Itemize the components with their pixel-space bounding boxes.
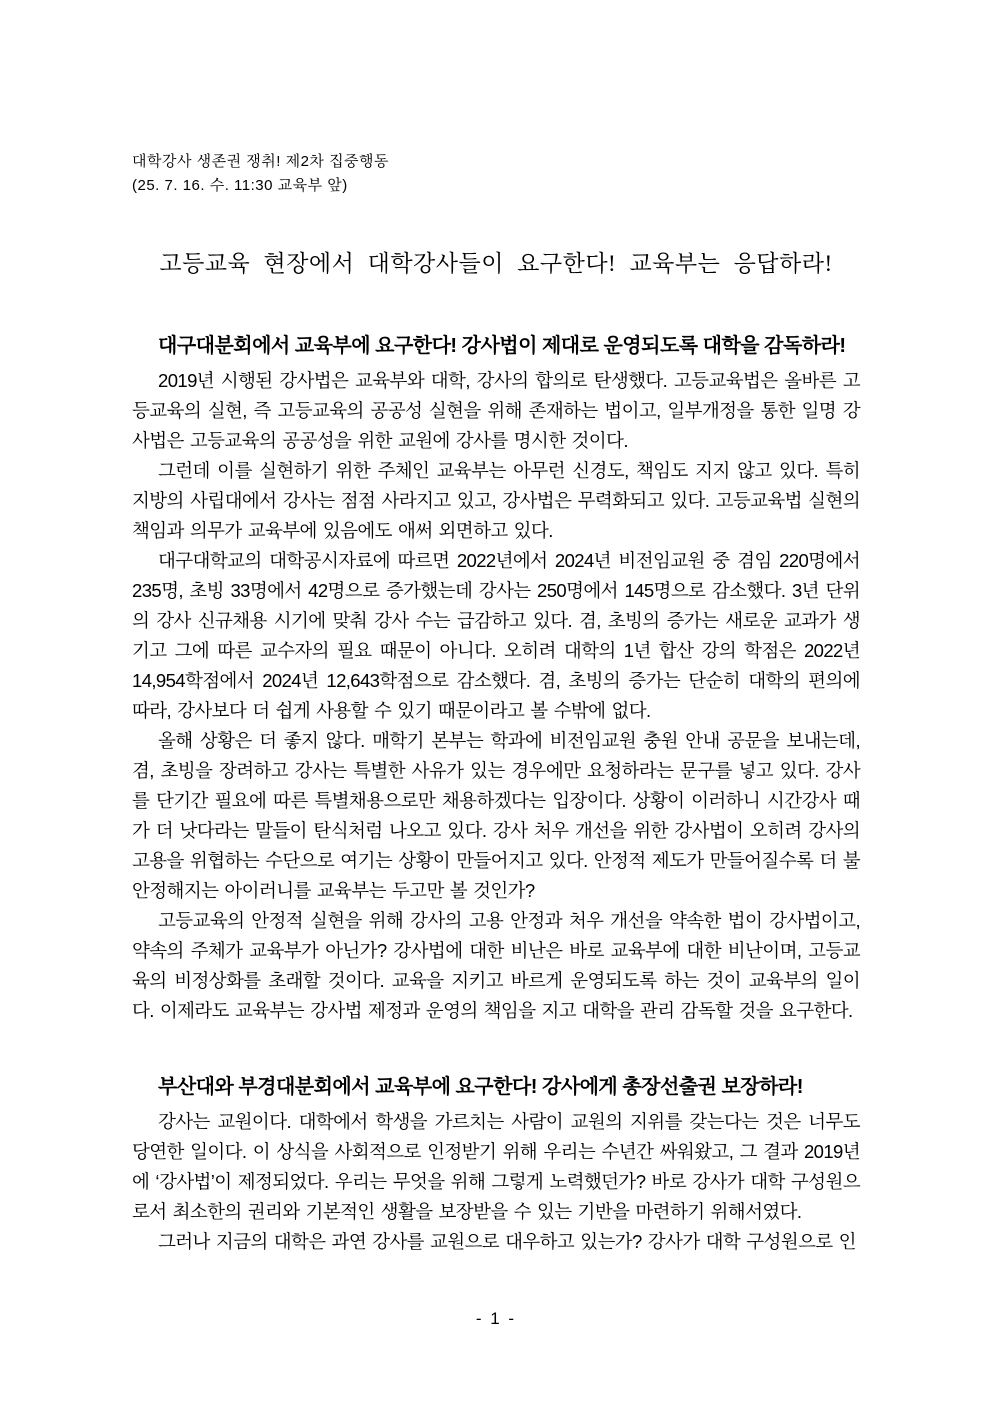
event-title-line: 대학강사 생존권 쟁취! 제2차 집중행동 bbox=[132, 153, 390, 170]
body-paragraph: 올해 상황은 더 좋지 않다. 매학기 본부는 학과에 비전임교원 충원 안내 공문을 보내는데, 겸, 초빙을 장려하고 강사는 특별한 사유가 있는 경우에만 요청하라는 문구를 넣고 있다. 강사를 단기간 필요에 따른 특별채용으로만 채용하겠다는 입장이다. 상황이 이러하니 시간강사 때가 더 낫다라는 말들이 탄식처럼 나오고 있다. 강사 처우 개선을 위한 강사법이 오히려 강사의 고용을 위협하는 수단으로 여기는 상황이 만들어지고 있다. 안정적 제도가 만들어질수록 더 불안정해지는 아이러니를 교육부는 두고만 볼 것인가? bbox=[132, 730, 860, 901]
section-daegu bbox=[132, 331, 860, 1026]
section-busan bbox=[132, 1072, 860, 1257]
body-paragraph: 고등교육의 안정적 실현을 위해 강사의 고용 안정과 처우 개선을 약속한 법이 강사법이고, 약속의 주체가 교육부가 아닌가? 강사법에 대한 비난은 바로 교육부에 대한 비난이며, 고등교육의 비정상화를 초래할 것이다. 교육을 지키고 바르게 운영되도록 하는 것이 교육부의 일이다. 이제라도 교육부는 강사법 제정과 운영의 책임을 지고 대학을 관리 감독할 것을 요구한다. bbox=[132, 910, 860, 1021]
body-paragraph: 강사는 교원이다. 대학에서 학생을 가르치는 사람이 교원의 지위를 갖는다는 것은 너무도 당연한 일이다. 이 상식을 사회적으로 인정받기 위해 우리는 수년간 싸워왔고, 그 결과 2019년에 ‘강사법’이 제정되었다. 우리는 무엇을 위해 그렇게 노력했던가? 바로 강사가 대학 구성원으로서 최소한의 권리와 기본적인 생활을 보장받을 수 있는 기반을 마련하기 위해서였다. bbox=[132, 1111, 860, 1222]
body-paragraph: 2019년 시행된 강사법은 교육부와 대학, 강사의 합의로 탄생했다. 고등교육법은 올바른 고등교육의 실현, 즉 고등교육의 공공성 실현을 위해 존재하는 법이고, 일부개정을 통한 일명 강사법은 고등교육의 공공성을 위한 교원에 강사를 명시한 것이다. bbox=[132, 370, 860, 451]
page-title: 고등교육 현장에서 대학강사들이 요구한다! 교육부는 응답하라! bbox=[159, 251, 833, 276]
page-number: - 1 - bbox=[475, 1309, 517, 1328]
body-paragraph: 대구대학교의 대학공시자료에 따르면 2022년에서 2024년 비전임교원 중 겸임 220명에서 235명, 초빙 33명에서 42명으로 증가했는데 강사는 250명에서 145명으로 감소했다. 3년 단위의 강사 신규채용 시기에 맞춰 강사 수는 급감하고 있다. 겸, 초빙의 증가는 새로운 교과가 생기고 그에 따른 교수자의 필요 때문이 아니다. 오히려 대학의 1년 합산 강의 학점은 2022년 14,954학점에서 2024년 12,643학점으로 감소했다. 겸, 초빙의 증가는 단순히 대학의 편의에 따라, 강사보다 더 쉽게 사용할 수 있기 때문이라고 볼 수밖에 없다. bbox=[132, 550, 860, 721]
body-paragraph: 그런데 이를 실현하기 위한 주체인 교육부는 아무런 신경도, 책임도 지지 않고 있다. 특히 지방의 사립대에서 강사는 점점 사라지고 있고, 강사법은 무력화되고 있다. 고등교육법 실현의 책임과 의무가 교육부에 있음에도 애써 외면하고 있다. bbox=[132, 460, 860, 541]
document-header bbox=[132, 150, 860, 198]
section-heading-daegu: 대구대분회에서 교육부에 요구한다! 강사법이 제대로 운영되도록 대학을 감독하라! bbox=[158, 335, 846, 357]
section-heading-busan: 부산대와 부경대분회에서 교육부에 요구한다! 강사에게 총장선출권 보장하라! bbox=[158, 1076, 803, 1098]
event-datetime-line: (25. 7. 16. 수. 11:30 교육부 앞) bbox=[132, 177, 348, 194]
body-paragraph: 그러나 지금의 대학은 과연 강사를 교원으로 대우하고 있는가? 강사가 대학 구성원으로 인 bbox=[158, 1231, 856, 1252]
